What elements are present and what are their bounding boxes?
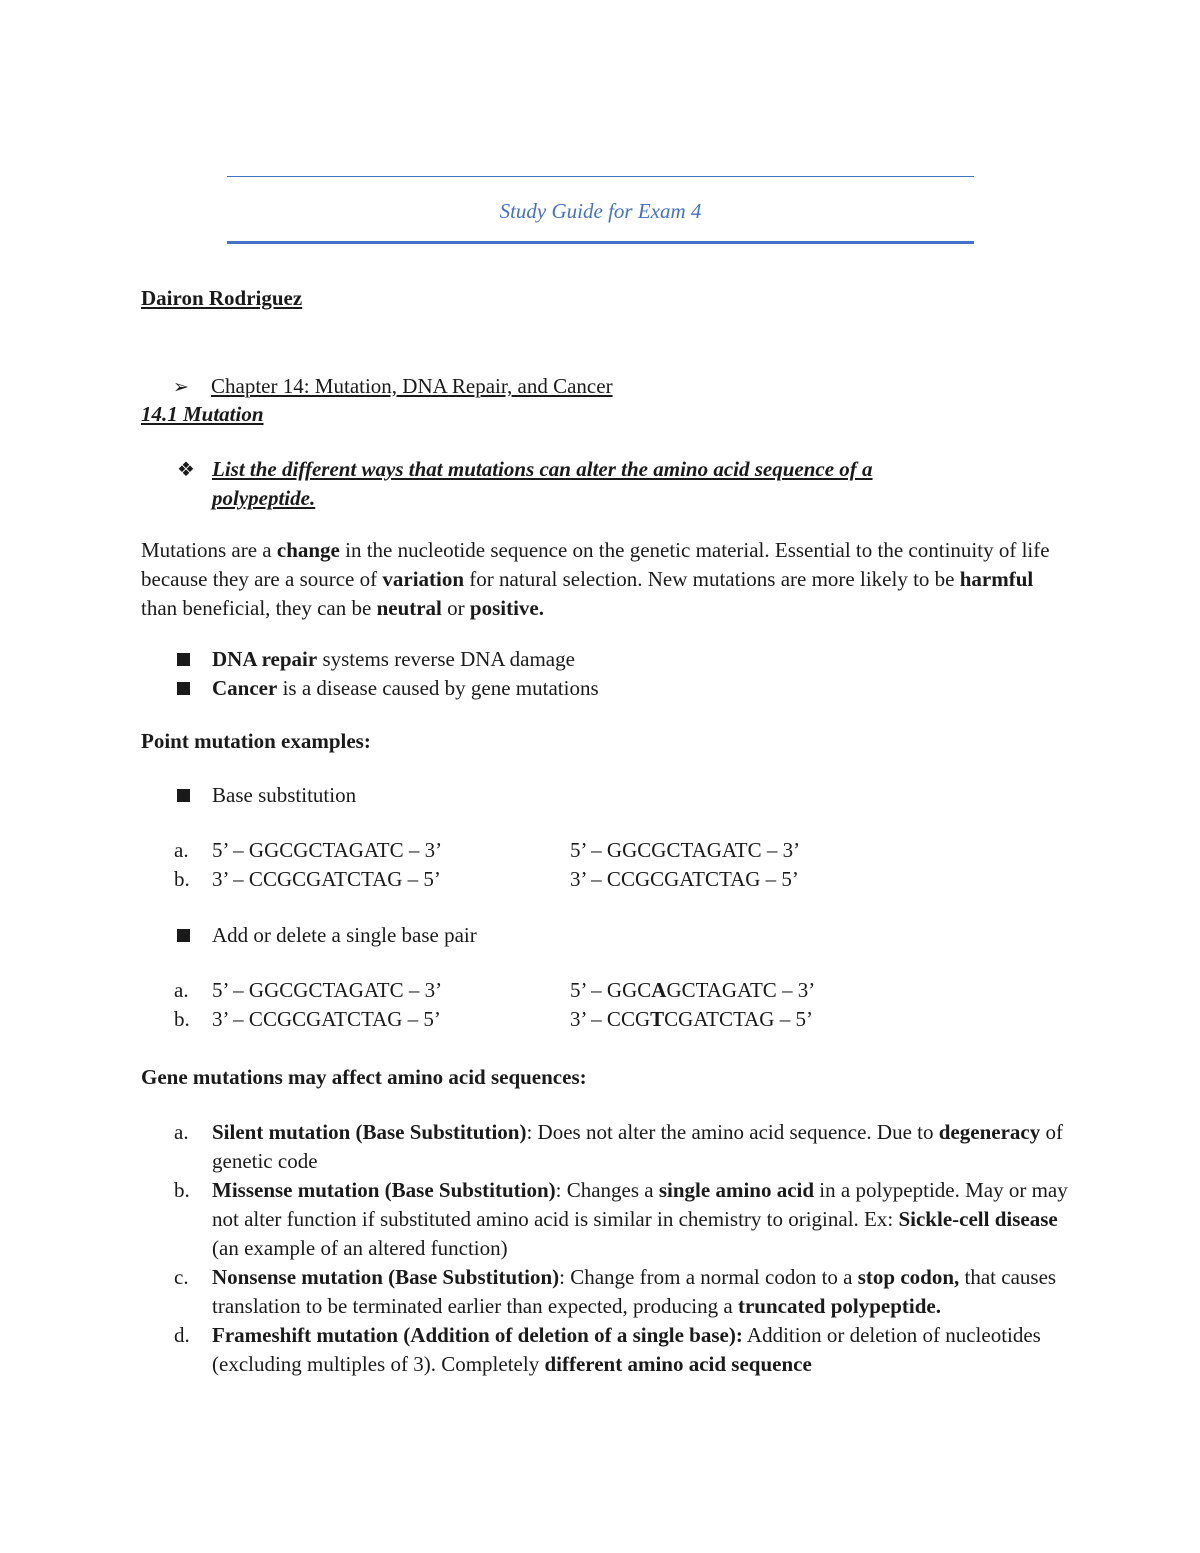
bullet-bold: Cancer <box>212 676 278 700</box>
document-title: Study Guide for Exam 4 <box>499 199 702 223</box>
intro-text-1: Mutations are a <box>141 538 277 562</box>
sequence-row <box>174 865 799 894</box>
item-term: Nonsense mutation (Base Substitution) <box>212 1265 560 1289</box>
item-term: Missense mutation (Base Substitution) <box>212 1178 556 1202</box>
list-item <box>176 921 477 950</box>
row-label: a. <box>174 978 189 1002</box>
square-bullet-icon <box>177 682 190 695</box>
objective-text: List the different ways that mutations can alter the amino acid sequence of a polypeptide. <box>212 457 873 510</box>
list-item <box>176 645 599 674</box>
row-label: a. <box>174 838 189 862</box>
item-label: a. <box>174 1120 189 1144</box>
item-bold: single amino acid <box>658 1178 815 1202</box>
intro-text-4: than beneficial, they can be <box>141 596 377 620</box>
sequence-suffix: GCTAGATC – 3’ <box>666 978 816 1002</box>
intro-bold-5: positive. <box>469 596 544 620</box>
intro-bold-1: change <box>276 538 340 562</box>
inserted-base: A <box>651 978 667 1002</box>
base-substitution-label: Base substitution <box>212 783 357 807</box>
point-mutation-heading: Point mutation examples: <box>141 729 371 753</box>
chapter-title: Chapter 14: Mutation, DNA Repair, and Cancer <box>211 374 613 398</box>
add-delete-label: Add or delete a single base pair <box>212 923 477 947</box>
item-term: Frameshift mutation (Addition of deletion of a single base): <box>212 1323 743 1347</box>
item-label: d. <box>174 1323 190 1347</box>
intro-text-2: in the nucleotide sequence on the genetic material. Essential to the continuity of life because they are a source of <box>141 538 1050 591</box>
header-rule-bottom <box>227 241 974 244</box>
list-item <box>174 1118 1074 1176</box>
bullet-text: is a disease caused by gene mutations <box>277 676 599 700</box>
item-text: : Change from a normal codon to a <box>559 1265 858 1289</box>
item-bold: truncated polypeptide. <box>737 1294 941 1318</box>
inserted-base: T <box>650 1007 665 1031</box>
item-bold: Sickle-cell disease <box>898 1207 1058 1231</box>
header-rule-top <box>227 176 974 177</box>
item-bold: degeneracy <box>938 1120 1041 1144</box>
item-label: b. <box>174 1178 190 1202</box>
bullet-list <box>176 645 599 703</box>
sequence-prefix: 3’ – CCG <box>570 1007 651 1031</box>
intro-text-5: or <box>441 596 470 620</box>
chapter-heading <box>173 372 613 402</box>
diamond-bullet-icon: ❖ <box>177 457 195 481</box>
bullet-text: systems reverse DNA damage <box>317 647 575 671</box>
sequence-mutated: 3’ – CCGCGATCTAG – 5’ <box>570 867 799 891</box>
sequence-original: 5’ – GGCGCTAGATC – 3’ <box>212 838 443 862</box>
square-bullet-icon <box>177 789 190 802</box>
sequence-prefix: 5’ – GGC <box>570 978 652 1002</box>
author-name: Dairon Rodriguez <box>141 286 303 310</box>
intro-bold-4: neutral <box>376 596 442 620</box>
list-item <box>176 781 356 810</box>
sequence-mutated: 5’ – GGCGCTAGATC – 3’ <box>570 838 801 862</box>
sequence-original: 5’ – GGCGCTAGATC – 3’ <box>212 978 443 1002</box>
intro-text-3: for natural selection. New mutations are more likely to be <box>464 567 960 591</box>
sequence-original: 3’ – CCGCGATCTAG – 5’ <box>212 1007 441 1031</box>
sequence-mutated <box>570 976 815 1005</box>
item-text: of genetic code <box>212 1120 1063 1173</box>
section-heading: 14.1 Mutation <box>141 402 264 426</box>
row-label: b. <box>174 1007 190 1031</box>
sequence-original: 3’ – CCGCGATCTAG – 5’ <box>212 867 441 891</box>
item-text: Addition or deletion of nucleotides (excluding multiples of 3). Completely <box>212 1323 1041 1376</box>
item-bold: different amino acid sequence <box>544 1352 812 1376</box>
item-text: : Does not alter the amino acid sequence. Due to <box>526 1120 939 1144</box>
item-term: Silent mutation (Base Substitution) <box>212 1120 527 1144</box>
sequence-suffix: CGATCTAG – 5’ <box>664 1007 813 1031</box>
list-item <box>174 1263 1074 1321</box>
intro-bold-2: variation <box>382 567 465 591</box>
square-bullet-icon <box>177 929 190 942</box>
item-text: (an example of an altered function) <box>212 1236 508 1260</box>
learning-objective <box>177 455 957 513</box>
add-delete-item <box>176 921 477 950</box>
sequence-row <box>174 1005 813 1034</box>
square-bullet-icon <box>177 653 190 666</box>
item-bold: stop codon, <box>857 1265 960 1289</box>
intro-paragraph <box>141 536 1061 623</box>
gene-mutation-list <box>174 1118 1074 1379</box>
arrow-bullet-icon: ➢ <box>173 376 189 398</box>
list-item <box>174 1176 1074 1263</box>
list-item <box>174 1321 1074 1379</box>
gene-mutation-heading: Gene mutations may affect amino acid sequences: <box>141 1065 587 1089</box>
base-substitution-item <box>176 781 356 810</box>
intro-bold-3: harmful <box>959 567 1034 591</box>
item-label: c. <box>174 1265 189 1289</box>
sequence-row <box>174 976 816 1005</box>
list-item <box>176 674 599 703</box>
row-label: b. <box>174 867 190 891</box>
sequence-mutated <box>570 1005 813 1034</box>
bullet-bold: DNA repair <box>212 647 318 671</box>
item-text: that causes translation to be terminated earlier than expected, producing a <box>212 1265 1057 1318</box>
item-text: in a polypeptide. May or may not alter function if substituted amino acid is similar in chemistry to original. Ex: <box>212 1178 1068 1231</box>
sequence-row <box>174 836 801 865</box>
item-text: : Changes a <box>555 1178 659 1202</box>
